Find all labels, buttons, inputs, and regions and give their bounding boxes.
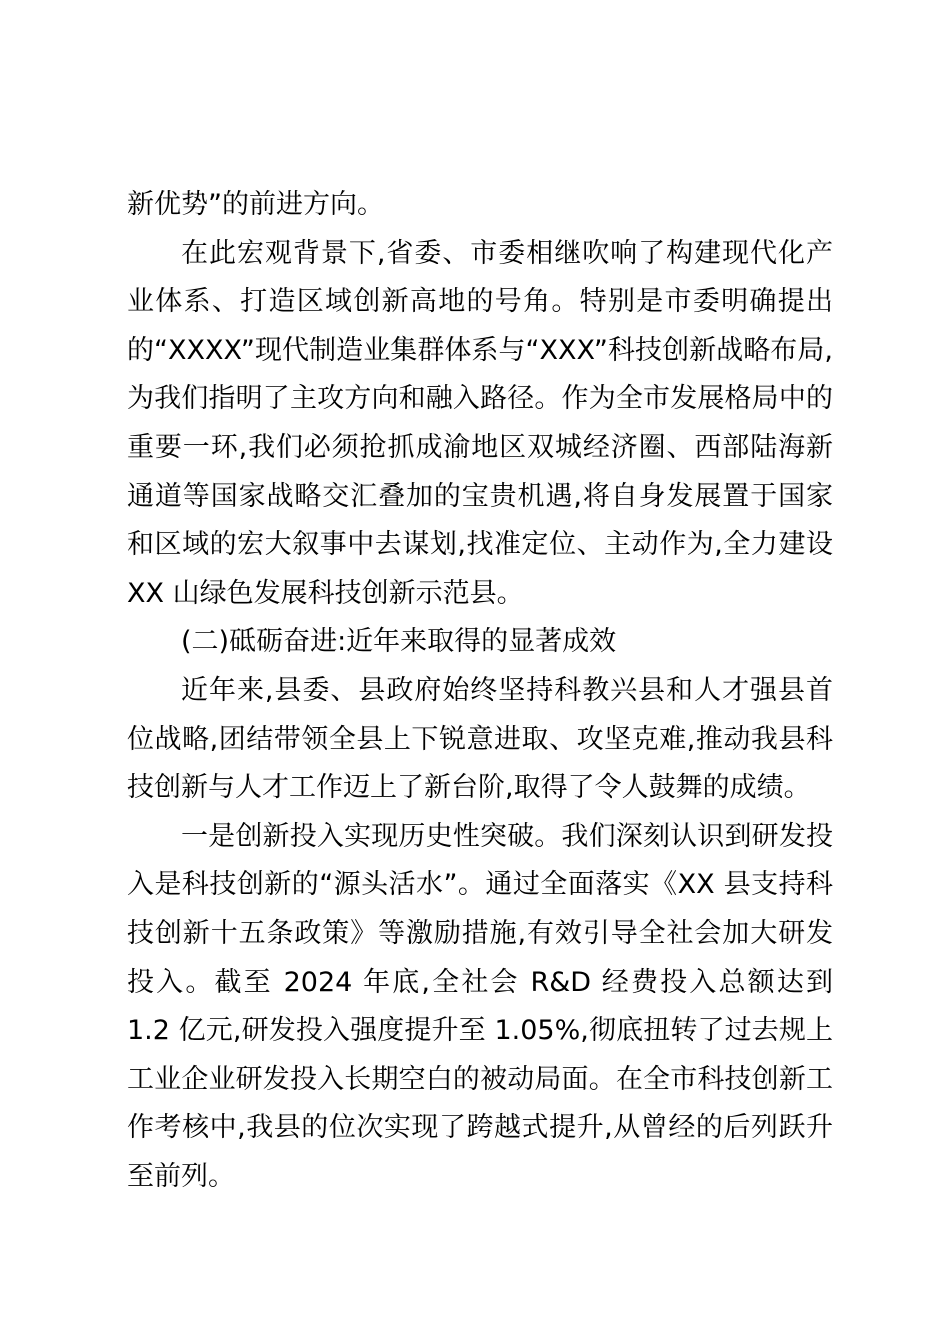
paragraph-continuation: 新优势”的前进方向。 — [127, 189, 384, 220]
document-body — [127, 181, 833, 1201]
paragraph-achievements: 近年来,县委、县政府始终坚持科教兴县和人才强县首位战略,团结带领全县上下锐意进取、攻坚克难,推动我县科技创新与人才工作迈上了新台阶,取得了令人鼓舞的成绩。 — [127, 674, 833, 804]
section-heading: (二)砥砺奋进:近年来取得的显著成效 — [181, 626, 617, 658]
paragraph-background: 在此宏观背景下,省委、市委相继吹响了构建现代化产业体系、打造区域创新高地的号角。特别是市委明确提出的“XXXX”现代制造业集群体系与“XXX”科技创新战略布局,为我们指明了主攻方向和融入路径。作为全市发展格局中的重要一环,我们必须抢抓成渝地区双城经济圈、西部陆海新通道等国家战略交汇叠加的宝贵机遇,将自身发展置于国家和区域的宏大叙事中去谋划,找准定位、主动作为,全力建设 XX 山绿色发展科技创新示范县。 — [127, 237, 833, 609]
paragraph-innovation-investment: 一是创新投入实现历史性突破。我们深刻认识到研发投入是科技创新的“源头活水”。通过全面落实《XX 县支持科技创新十五条政策》等激励措施,有效引导全社会加大研发投入。截至 2024 年底,全社会 R&D 经费投入总额达到 1.2 亿元,研发投入强度提升至 1.05%,彻底扭转了过去规上工业企业研发投入长期空白的被动局面。在全市科技创新工作考核中,我县的位次实现了跨越式提升,从曾经的后列跃升至前列。 — [127, 820, 833, 1192]
